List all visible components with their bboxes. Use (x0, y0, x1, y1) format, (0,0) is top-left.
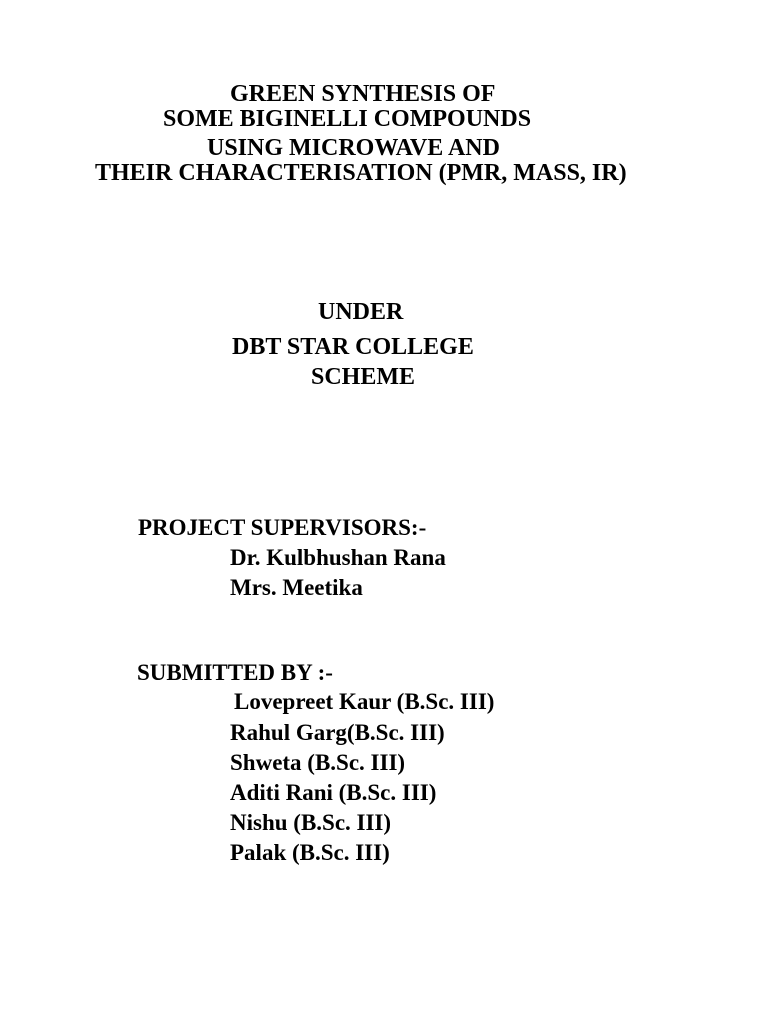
student-name: Shweta (B.Sc. III) (230, 750, 406, 775)
supervisor-name: Mrs. Meetika (230, 575, 363, 600)
title-line-2: SOME BIGINELLI COMPOUNDS (163, 106, 532, 132)
title-line-4: THEIR CHARACTERISATION (PMR, MASS, IR) (95, 160, 627, 186)
scheme-line-1: UNDER (318, 299, 404, 325)
title-line-1: GREEN SYNTHESIS OF (230, 81, 496, 107)
student-name: Palak (B.Sc. III) (230, 840, 390, 865)
scheme-line-2: DBT STAR COLLEGE (232, 334, 474, 360)
student-name: Rahul Garg(B.Sc. III) (230, 720, 445, 745)
student-name: Nishu (B.Sc. III) (230, 810, 392, 835)
title-line-3: USING MICROWAVE AND (207, 135, 500, 161)
student-name: Aditi Rani (B.Sc. III) (230, 780, 437, 805)
student-name: Lovepreet Kaur (B.Sc. III) (234, 689, 495, 714)
supervisors-heading: PROJECT SUPERVISORS:- (138, 515, 427, 540)
submitted-by-heading: SUBMITTED BY :- (137, 660, 333, 685)
scheme-line-3: SCHEME (311, 364, 416, 390)
supervisor-name: Dr. Kulbhushan Rana (230, 545, 446, 570)
